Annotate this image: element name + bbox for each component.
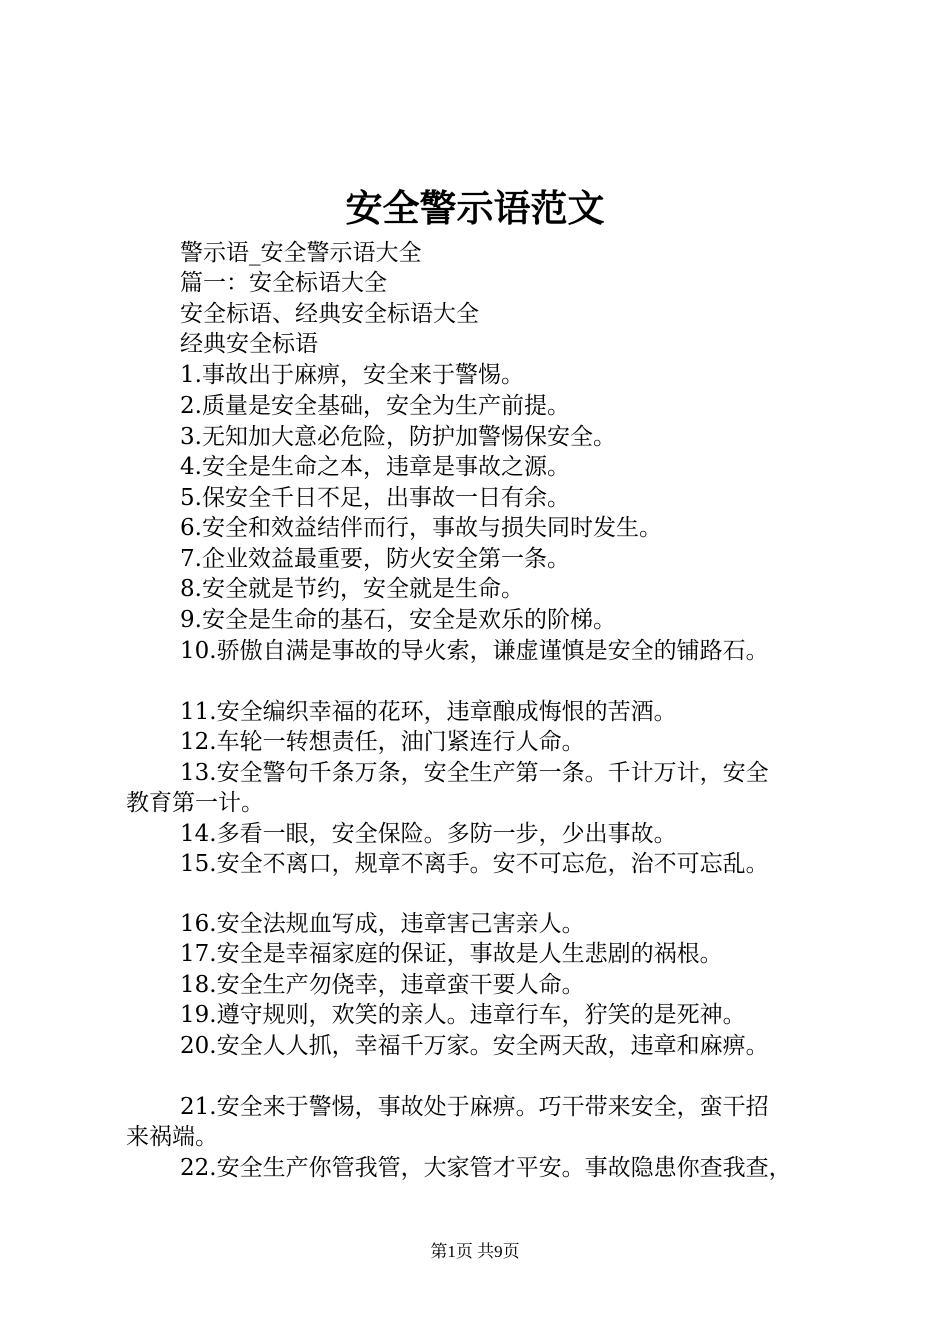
text-line: 11.安全编织幸福的花环，违章酿成悔恨的苦酒。 bbox=[180, 699, 677, 725]
text-line: 8.安全就是节约，安全就是生命。 bbox=[180, 576, 524, 602]
text-line: 教育第一计。 bbox=[126, 790, 264, 816]
text-line: 19.遵守规则，欢笑的亲人。违章行车，狞笑的是死神。 bbox=[180, 1002, 746, 1028]
text-line: 警示语_安全警示语大全 bbox=[180, 240, 422, 266]
text-line: 21.安全来于警惕，事故处于麻痹。巧干带来安全，蛮干招 bbox=[180, 1094, 769, 1120]
text-line: 14.多看一眼，安全保险。多防一步，少出事故。 bbox=[180, 821, 677, 847]
text-line: 1.事故出于麻痹，安全来于警惕。 bbox=[180, 362, 524, 388]
text-line: 2.质量是安全基础，安全为生产前提。 bbox=[180, 393, 570, 419]
text-line: 6.安全和效益结伴而行，事故与损失同时发生。 bbox=[180, 515, 662, 541]
text-line: 17.安全是幸福家庭的保证，事故是人生悲剧的祸根。 bbox=[180, 941, 723, 967]
text-line: 经典安全标语 bbox=[180, 331, 318, 357]
text-line: 安全标语、经典安全标语大全 bbox=[180, 301, 479, 327]
text-line: 篇一：安全标语大全 bbox=[180, 270, 387, 296]
text-line: 22.安全生产你管我管，大家管才平安。事故隐患你查我查， bbox=[180, 1155, 792, 1181]
text-line: 来祸端。 bbox=[126, 1124, 218, 1150]
page-number-footer: 第1页 共9页 bbox=[430, 1242, 520, 1261]
text-line: 10.骄傲自满是事故的导火索，谦虚谨慎是安全的铺路石。 bbox=[180, 638, 769, 664]
text-line: 16.安全法规血写成，违章害己害亲人。 bbox=[180, 911, 585, 937]
text-line: 15.安全不离口，规章不离手。安不可忘危，治不可忘乱。 bbox=[180, 851, 769, 877]
text-line: 18.安全生产勿侥幸，违章蛮干要人命。 bbox=[180, 972, 585, 998]
text-line: 4.安全是生命之本，违章是事故之源。 bbox=[180, 454, 570, 480]
text-line: 3.无知加大意必危险，防护加警惕保安全。 bbox=[180, 424, 616, 450]
text-line: 9.安全是生命的基石，安全是欢乐的阶梯。 bbox=[180, 607, 616, 633]
text-line: 7.企业效益最重要，防火安全第一条。 bbox=[180, 546, 570, 572]
text-line: 5.保安全千日不足，出事故一日有余。 bbox=[180, 485, 570, 511]
text-line: 12.车轮一转想责任，油门紧连行人命。 bbox=[180, 729, 585, 755]
text-line: 20.安全人人抓，幸福千万家。安全两天敌，违章和麻痹。 bbox=[180, 1033, 769, 1059]
document-title: 安全警示语范文 bbox=[345, 186, 605, 230]
text-line: 13.安全警句千条万条，安全生产第一条。千计万计，安全 bbox=[180, 760, 769, 786]
